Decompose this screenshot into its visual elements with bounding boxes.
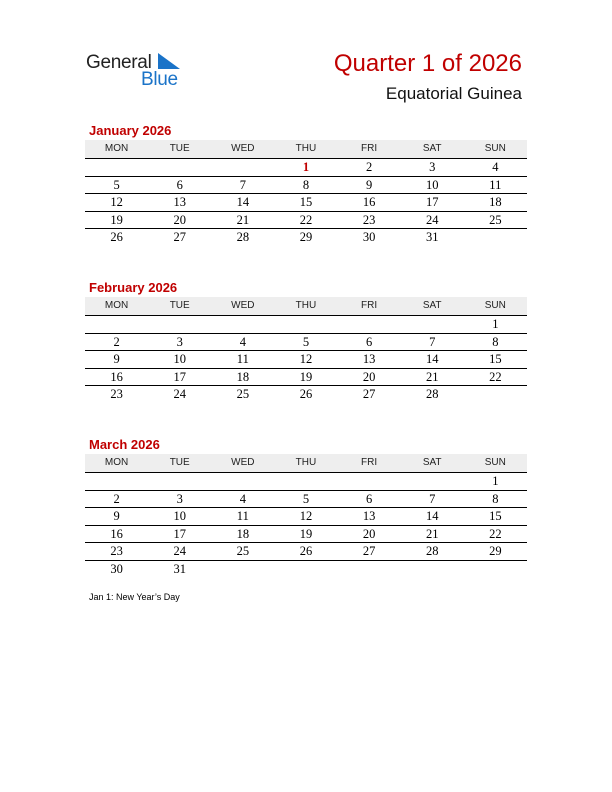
day-cell: 31 [173,561,186,576]
day-cell: 15 [299,195,313,210]
weekday-label: MON [104,143,129,154]
empty-day-cell [211,561,274,578]
day-cell: 13 [362,352,376,367]
day-cell: 11 [236,509,249,524]
day-cell: 10 [425,177,439,192]
day-cell: 22 [489,369,502,384]
day-cell: 16 [110,369,123,384]
day-cell: 27 [362,544,376,559]
empty-day-cell [211,473,274,490]
day-cell: 20 [362,526,376,541]
day-cell: 2 [113,491,120,506]
empty-day-cell [401,561,464,578]
day-cell: 29 [299,230,313,245]
page-title: Quarter 1 of 2026 [333,50,522,77]
weekday-label: FRI [361,143,378,154]
day-cell: 23 [110,544,123,559]
day-cell: 12 [299,509,313,524]
day-cell: 26 [299,544,313,559]
weekday-label: FRI [361,457,378,468]
weekday-label: WED [231,457,255,468]
empty-day-cell [464,229,527,246]
day-cell: 26 [110,230,123,245]
day-cell: 20 [362,369,376,384]
day-cell: 4 [492,160,499,174]
day-cell: 2 [113,334,120,349]
empty-day-cell [211,316,274,333]
day-cell: 18 [236,369,250,384]
weekday-label: SUN [484,143,506,154]
weekday-label: THU [295,457,317,468]
day-cell: 1 [302,160,310,174]
empty-day-cell [274,316,337,333]
day-cell: 6 [365,491,373,506]
week-row [85,351,527,369]
day-cell: 22 [299,212,313,227]
day-cell: 20 [173,212,186,227]
day-cell: 7 [239,177,246,192]
day-cell: 13 [362,509,376,524]
day-cell: 19 [110,212,123,227]
day-cell: 27 [173,230,186,245]
day-cell: 8 [492,334,499,349]
day-cell: 15 [489,352,502,367]
empty-day-cell [211,159,274,176]
month-title: February 2026 [89,280,178,295]
day-cell: 24 [173,544,186,559]
week-row [85,229,527,246]
empty-day-cell [148,473,211,490]
day-cell: 18 [489,195,502,210]
week-row [85,491,527,509]
empty-day-cell [401,473,464,490]
week-row [85,386,527,403]
logo-blue-text: Blue [141,69,178,90]
weekday-label: SUN [484,457,506,468]
week-row [85,508,527,526]
day-cell: 29 [489,544,502,559]
day-cell: 11 [489,177,502,192]
day-cell: 26 [299,387,313,402]
day-cell: 8 [302,177,310,192]
day-cell: 3 [429,160,436,174]
day-cell: 23 [110,387,123,402]
day-cell: 18 [236,526,250,541]
day-cell: 7 [429,491,436,506]
holiday-footnote: Jan 1: New Year’s Day [89,592,180,602]
empty-day-cell [85,159,148,176]
day-cell: 14 [425,352,439,367]
day-cell: 25 [236,387,250,402]
empty-day-cell [464,386,527,403]
weekday-label: WED [231,143,255,154]
week-row [85,334,527,352]
week-row [85,212,527,230]
day-cell: 21 [236,212,250,227]
generalblue-logo [86,50,196,90]
day-cell: 21 [425,369,439,384]
weekday-label: TUE [169,457,190,468]
day-cell: 11 [236,352,249,367]
week-row [85,194,527,212]
country-name: Equatorial Guinea [385,84,522,103]
day-cell: 13 [173,195,186,210]
day-cell: 5 [113,177,120,192]
logo-triangle-icon [158,53,180,69]
day-cell: 22 [489,526,502,541]
day-cell: 28 [425,387,439,402]
weekday-header-row [85,454,527,473]
empty-day-cell [148,159,211,176]
day-cell: 28 [425,544,439,559]
empty-day-cell [85,473,148,490]
day-cell: 14 [236,195,250,210]
day-cell: 30 [110,561,123,576]
day-cell: 9 [113,352,120,367]
day-cell: 19 [299,369,313,384]
week-row [85,159,527,177]
month-calendar-january [85,122,527,246]
day-cell: 4 [239,491,246,506]
empty-day-cell [464,561,527,578]
weekday-label: THU [295,143,317,154]
empty-day-cell [338,561,401,578]
weekday-header-row [85,140,527,159]
weekday-label: SAT [422,300,442,311]
day-cell: 23 [362,212,376,227]
weekday-label: SAT [422,143,442,154]
month-title: March 2026 [89,437,160,452]
day-cell: 17 [173,369,186,384]
empty-day-cell [338,316,401,333]
weekday-label: FRI [361,300,378,311]
day-cell: 9 [365,177,373,192]
day-cell: 10 [173,509,186,524]
week-row [85,561,527,578]
day-cell: 14 [425,509,439,524]
day-cell: 19 [299,526,313,541]
week-row [85,316,527,334]
week-row [85,526,527,544]
weekday-label: SUN [484,300,506,311]
day-cell: 16 [362,195,376,210]
day-cell: 5 [302,334,310,349]
day-cell: 4 [239,334,246,349]
month-calendar-february [85,279,527,403]
weekday-label: TUE [169,143,190,154]
day-cell: 3 [176,334,183,349]
day-cell: 6 [176,177,183,192]
weekday-label: TUE [169,300,190,311]
month-title: January 2026 [89,123,172,138]
weekday-label: WED [231,300,255,311]
empty-day-cell [401,316,464,333]
day-cell: 15 [489,509,502,524]
day-cell: 9 [113,509,120,524]
day-cell: 5 [302,491,310,506]
day-cell: 16 [110,526,123,541]
day-cell: 10 [173,352,186,367]
day-cell: 25 [489,212,502,227]
day-cell: 31 [425,230,439,245]
day-cell: 3 [176,491,183,506]
day-cell: 8 [492,491,499,506]
weekday-label: THU [295,300,317,311]
empty-day-cell [274,473,337,490]
day-cell: 2 [365,160,373,174]
day-cell: 24 [173,387,186,402]
empty-day-cell [148,316,211,333]
day-cell: 7 [429,334,436,349]
day-cell: 30 [362,230,376,245]
week-row [85,543,527,561]
day-cell: 1 [492,317,499,331]
weekday-label: SAT [422,457,442,468]
weekday-label: MON [104,457,129,468]
empty-day-cell [338,473,401,490]
day-cell: 27 [362,387,376,402]
weekday-label: MON [104,300,129,311]
day-cell: 6 [365,334,373,349]
day-cell: 12 [299,352,313,367]
day-cell: 21 [425,526,439,541]
week-row [85,369,527,387]
day-cell: 1 [492,474,499,488]
day-cell: 17 [425,195,439,210]
weekday-header-row [85,297,527,316]
week-row [85,177,527,195]
logo-general-text: General [86,52,152,73]
day-cell: 17 [173,526,186,541]
week-row [85,473,527,491]
day-cell: 24 [425,212,439,227]
day-cell: 25 [236,544,250,559]
day-cell: 28 [236,230,250,245]
empty-day-cell [85,316,148,333]
empty-day-cell [274,561,337,578]
month-calendar-march [85,436,527,578]
day-cell: 12 [110,195,123,210]
